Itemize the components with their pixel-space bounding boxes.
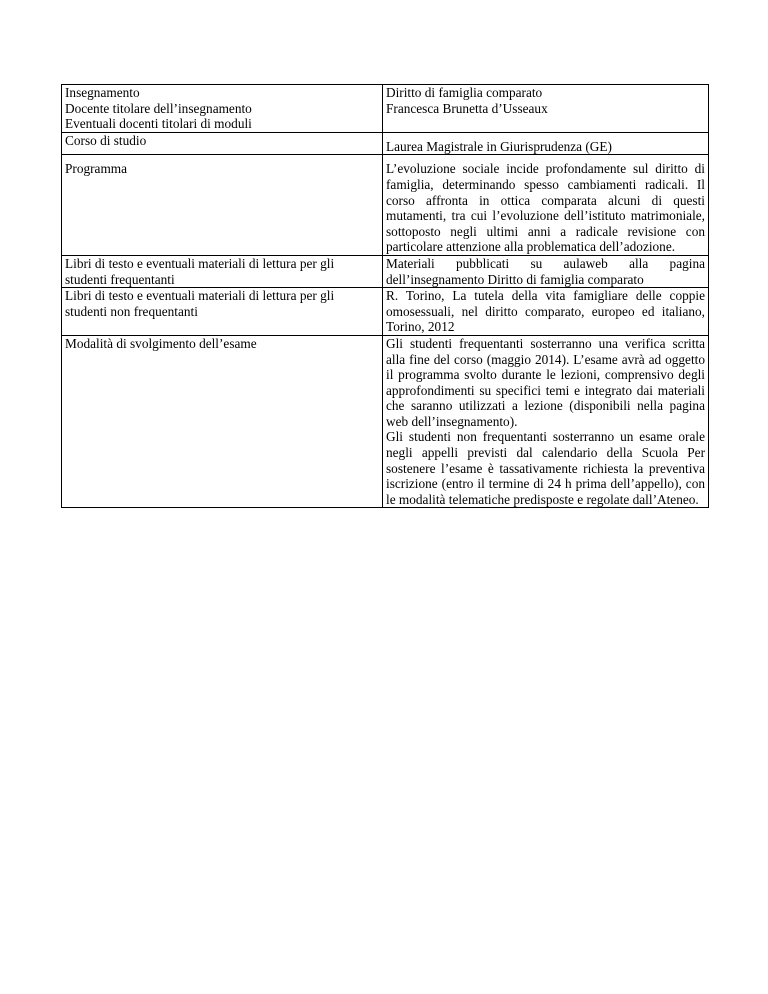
value-docente-titolare: Francesca Brunetta d’Usseaux bbox=[386, 100, 548, 116]
label-docenti-moduli: Eventuali docenti titolari di moduli bbox=[65, 116, 252, 132]
value-libri-non-frequentanti: R. Torino, La tutela della vita famigliare delle coppie omosessuali, nel diritto comparato, europeo ed italiano, Torino, 2012 bbox=[386, 288, 705, 335]
value-esame-non-frequentanti: Gli studenti non frequentanti sosterranno un esame orale negli appelli previsti dal calendario della Scuola Per sostenere l’esame è tassativamente richiesta la preventiva iscrizione (entro il termine di 24 h prima dell’appello), con le modalità telematiche predisposte e regolate dall’Ateneo. bbox=[386, 429, 705, 507]
label-cell bbox=[62, 132, 383, 155]
table-row bbox=[62, 288, 709, 336]
value-cell bbox=[383, 85, 709, 133]
value-corso-di-studio: Laurea Magistrale in Giurisprudenza (GE) bbox=[386, 138, 612, 154]
value-cell bbox=[383, 288, 709, 336]
table-row bbox=[62, 85, 709, 133]
label-libri-non-frequentanti: Libri di testo e eventuali materiali di lettura per gli studenti non frequentanti bbox=[65, 288, 335, 319]
value-cell bbox=[383, 155, 709, 256]
course-info-table bbox=[61, 84, 709, 508]
label-cell bbox=[62, 155, 383, 256]
table-row bbox=[62, 155, 709, 256]
label-docente-titolare: Docente titolare dell’insegnamento bbox=[65, 100, 252, 116]
label-programma: Programma bbox=[65, 161, 128, 177]
value-insegnamento: Diritto di famiglia comparato bbox=[386, 85, 543, 100]
label-insegnamento: Insegnamento bbox=[65, 85, 140, 100]
table-row bbox=[62, 335, 709, 508]
table-row bbox=[62, 132, 709, 155]
label-cell bbox=[62, 85, 383, 133]
table-row bbox=[62, 255, 709, 287]
label-cell bbox=[62, 288, 383, 336]
value-cell bbox=[383, 335, 709, 508]
value-libri-frequentanti: Materiali pubblicati su aulaweb alla pagina dell’insegnamento Diritto di famiglia comparato bbox=[386, 255, 705, 287]
value-docenti-moduli bbox=[386, 116, 705, 132]
value-cell bbox=[383, 132, 709, 155]
label-cell bbox=[62, 335, 383, 508]
label-libri-frequentanti: Libri di testo e eventuali materiali di lettura per gli studenti frequentanti bbox=[65, 255, 335, 287]
value-programma: L’evoluzione sociale incide profondamente sul diritto di famiglia, determinando spesso cambiamenti radicali. Il corso affronta in ottica comparata alcuni di questi mutamenti, tra cui l’evoluzione dell’istituto matrimoniale, sottoposto negli ultimi anni a radicale revisione con particolare attenzione alla problematica dell’adozione. bbox=[386, 161, 705, 255]
label-cell bbox=[62, 255, 383, 287]
label-modalita-esame: Modalità di svolgimento dell’esame bbox=[65, 335, 257, 351]
value-esame-frequentanti: Gli studenti frequentanti sosterranno una verifica scritta alla fine del corso (maggio 2014). L’esame avrà ad oggetto il programma svolto durante le lezioni, comprensivo degli approfondimenti su specifici temi e integrato dai materiali che saranno utilizzati a lezione (disponibili nella pagina web dell’insegnamento). bbox=[386, 335, 705, 429]
value-cell bbox=[383, 255, 709, 287]
label-corso-di-studio: Corso di studio bbox=[65, 132, 147, 148]
